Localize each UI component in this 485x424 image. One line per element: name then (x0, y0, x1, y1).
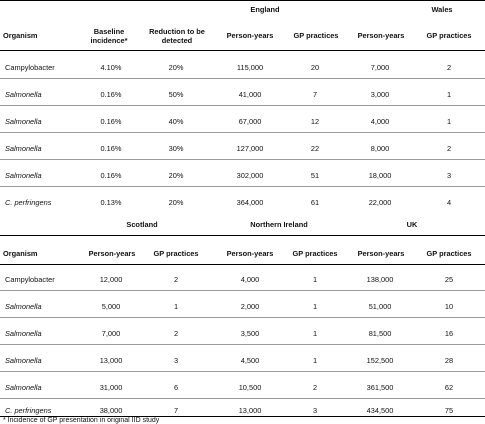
group-header-wales: Wales (431, 5, 453, 14)
column-header-person-years: Person-years (88, 249, 136, 258)
gp-practices-cell: 3 (312, 406, 318, 415)
gp-practices-cell: 1 (312, 275, 318, 284)
person-years-cell: 81,500 (368, 329, 392, 338)
baseline-cell: 0.16% (100, 171, 122, 180)
organism-cell: Salmonella (5, 329, 42, 338)
gp-practices-cell: 28 (444, 356, 454, 365)
person-years-cell: 7,000 (101, 329, 121, 338)
gp-practices-cell: 1 (446, 90, 452, 99)
gp-practices-cell: 2 (173, 329, 179, 338)
person-years-cell: 3,000 (370, 90, 390, 99)
person-years-cell: 434,500 (366, 406, 394, 415)
gp-practices-cell: 25 (444, 275, 454, 284)
gp-practices-cell: 1 (446, 117, 452, 126)
gp-practices-cell: 22 (310, 144, 320, 153)
gp-practices-cell: 75 (444, 406, 454, 415)
group-header-scotland: Scotland (126, 220, 158, 229)
baseline-cell: 0.16% (100, 117, 122, 126)
gp-practices-cell: 7 (312, 90, 318, 99)
gp-practices-cell: 2 (173, 275, 179, 284)
header-rule (0, 264, 485, 265)
organism-cell: C. perfringens (5, 406, 52, 415)
row-rule (0, 186, 485, 187)
person-years-cell: 4,000 (370, 117, 390, 126)
person-years-cell: 127,000 (236, 144, 264, 153)
gp-practices-cell: 2 (446, 144, 452, 153)
person-years-cell: 2,000 (240, 302, 260, 311)
organism-cell: Campylobacter (5, 63, 55, 72)
row-rule (0, 398, 485, 399)
column-header-person-years: Person-years (357, 249, 405, 258)
group-header-uk: UK (406, 220, 418, 229)
row-rule (0, 371, 485, 372)
organism-cell: Salmonella (5, 144, 42, 153)
column-header-organism: Organism (3, 249, 38, 258)
group-header-northern-ireland: Northern Ireland (250, 220, 308, 229)
person-years-cell: 13,000 (238, 406, 262, 415)
gp-practices-cell: 62 (444, 383, 454, 392)
row-rule (0, 317, 485, 318)
baseline-cell: 0.16% (100, 90, 122, 99)
row-rule (0, 290, 485, 291)
reduction-cell: 20% (168, 198, 184, 207)
column-header-person-years: Person-years (226, 31, 274, 40)
person-years-cell: 13,000 (99, 356, 123, 365)
gp-practices-cell: 51 (310, 171, 320, 180)
person-years-cell: 38,000 (99, 406, 123, 415)
person-years-cell: 10,500 (238, 383, 262, 392)
gp-practices-cell: 12 (310, 117, 320, 126)
row-rule (0, 132, 485, 133)
gp-practices-cell: 1 (312, 329, 318, 338)
group-header-england: England (250, 5, 280, 14)
header-rule (0, 50, 485, 51)
reduction-cell: 20% (168, 63, 184, 72)
baseline-cell: 0.16% (100, 144, 122, 153)
column-header-gp-practices: GP practices (293, 31, 339, 40)
gp-practices-cell: 3 (173, 356, 179, 365)
organism-cell: Salmonella (5, 356, 42, 365)
person-years-cell: 22,000 (368, 198, 392, 207)
organism-cell: Salmonella (5, 117, 42, 126)
person-years-cell: 302,000 (236, 171, 264, 180)
column-header-organism: Organism (3, 31, 38, 40)
column-header-person-years: Person-years (226, 249, 274, 258)
person-years-cell: 115,000 (236, 63, 264, 72)
column-header-gp-practices: GP practices (153, 249, 199, 258)
column-header-baseline-incidence: Baseline incidence* (90, 27, 128, 45)
column-header-gp-practices: GP practices (426, 249, 472, 258)
gp-practices-cell: 1 (312, 356, 318, 365)
gp-practices-cell: 20 (310, 63, 320, 72)
gp-practices-cell: 3 (446, 171, 452, 180)
person-years-cell: 364,000 (236, 198, 264, 207)
baseline-cell: 0.13% (100, 198, 122, 207)
person-years-cell: 3,500 (240, 329, 260, 338)
reduction-cell: 30% (168, 144, 184, 153)
organism-cell: Salmonella (5, 171, 42, 180)
gp-practices-cell: 6 (173, 383, 179, 392)
organism-cell: Salmonella (5, 383, 42, 392)
row-rule (0, 344, 485, 345)
organism-cell: Salmonella (5, 90, 42, 99)
gp-practices-cell: 7 (173, 406, 179, 415)
column-header-gp-practices: GP practices (292, 249, 338, 258)
column-header-reduction: Reduction to be detected (149, 27, 205, 45)
person-years-cell: 51,000 (368, 302, 392, 311)
person-years-cell: 4,000 (240, 275, 260, 284)
reduction-cell: 50% (168, 90, 184, 99)
gp-practices-cell: 1 (173, 302, 179, 311)
person-years-cell: 4,500 (240, 356, 260, 365)
gp-practices-cell: 2 (446, 63, 452, 72)
gp-practices-cell: 4 (446, 198, 452, 207)
table-footnote: * Incidence of GP presentation in original IID study (3, 417, 160, 424)
column-header-gp-practices: GP practices (426, 31, 472, 40)
row-rule (0, 159, 485, 160)
person-years-cell: 152,500 (366, 356, 394, 365)
row-rule (0, 78, 485, 79)
column-header-person-years: Person-years (357, 31, 405, 40)
reduction-cell: 20% (168, 171, 184, 180)
organism-cell: Campylobacter (5, 275, 55, 284)
person-years-cell: 41,000 (238, 90, 262, 99)
person-years-cell: 8,000 (370, 144, 390, 153)
top-rule (0, 0, 485, 1)
row-rule (0, 105, 485, 106)
person-years-cell: 18,000 (368, 171, 392, 180)
person-years-cell: 361,500 (366, 383, 394, 392)
reduction-cell: 40% (168, 117, 184, 126)
gp-practices-cell: 10 (444, 302, 454, 311)
gp-practices-cell: 2 (312, 383, 318, 392)
gp-practices-cell: 1 (312, 302, 318, 311)
person-years-cell: 5,000 (101, 302, 121, 311)
gp-practices-cell: 61 (310, 198, 320, 207)
person-years-cell: 67,000 (238, 117, 262, 126)
organism-cell: Salmonella (5, 302, 42, 311)
section-rule (0, 235, 485, 236)
person-years-cell: 138,000 (366, 275, 394, 284)
baseline-cell: 4.10% (100, 63, 122, 72)
person-years-cell: 7,000 (370, 63, 390, 72)
person-years-cell: 12,000 (99, 275, 123, 284)
gp-practices-cell: 16 (444, 329, 454, 338)
person-years-cell: 31,000 (99, 383, 123, 392)
organism-cell: C. perfringens (5, 198, 52, 207)
